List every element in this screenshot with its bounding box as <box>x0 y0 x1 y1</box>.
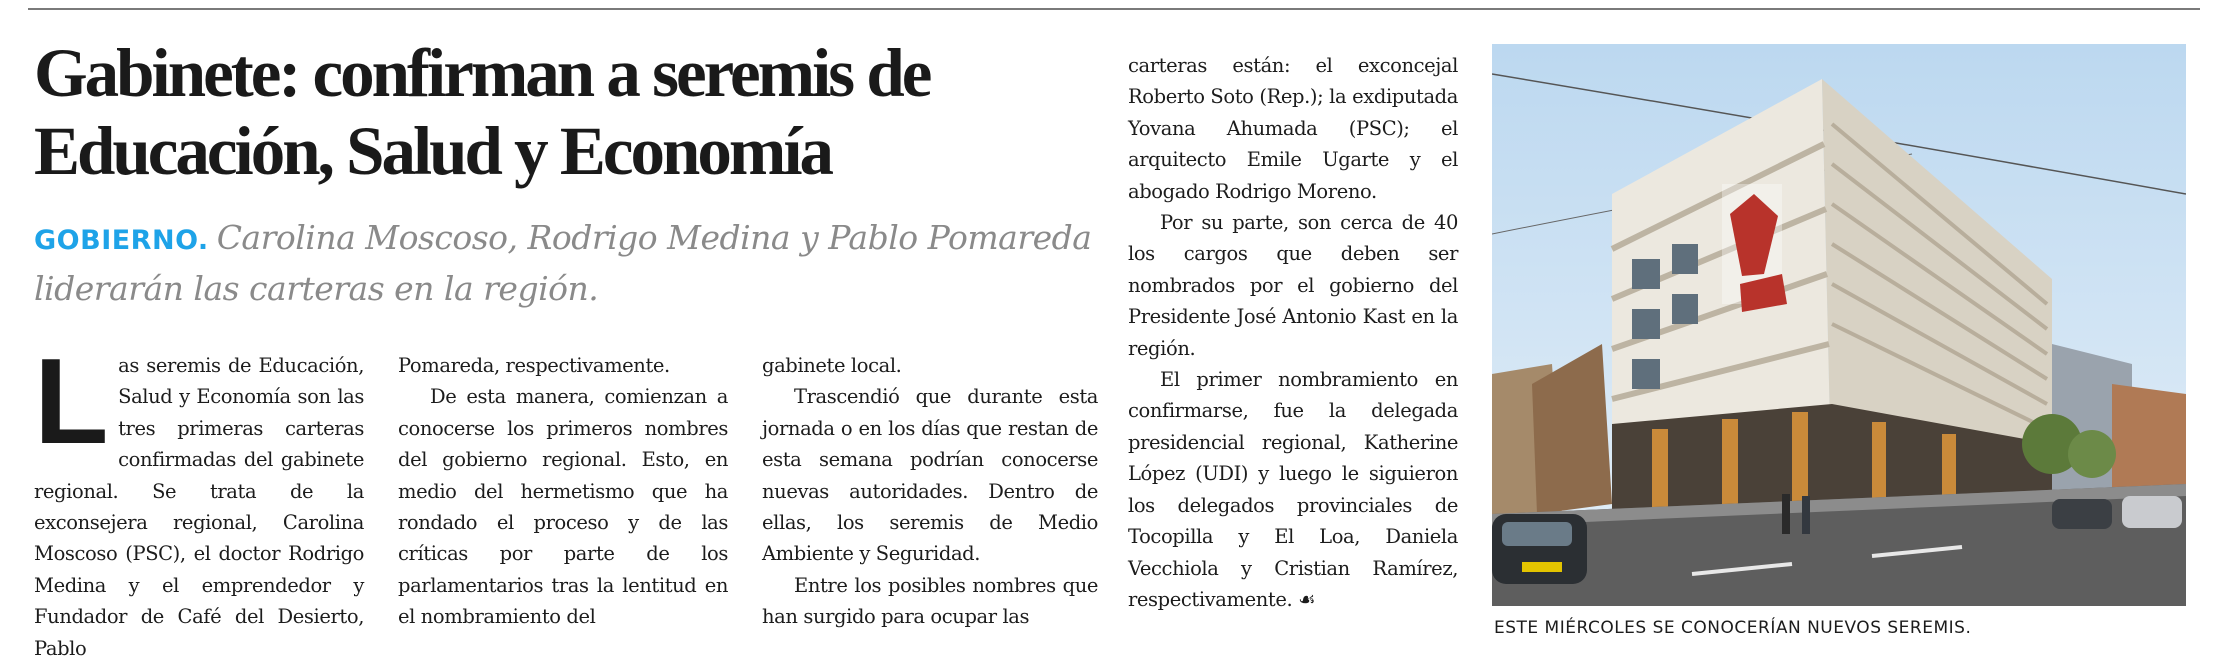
body-column-4 <box>1128 50 1458 615</box>
body-paragraph: Por su parte, son cerca de 40 los cargos que deben ser nombrados por el gobierno del Presidente José Antonio Kast en la región. <box>1128 211 1458 360</box>
top-rule <box>28 8 2200 10</box>
deck-text: Carolina Moscoso, Rodrigo Medina y Pablo Pomareda liderarán las carteras en la región. <box>34 218 1092 308</box>
body-paragraph: El primer nombramiento en confirmarse, fue la delegada presidencial regional, Katherine López (UDI) y luego le siguieron los delegados provinciales de Tocopilla y El Loa, Daniela Vecchiola y Cristian Ramírez, respectivamente. <box>1128 368 1458 611</box>
building-photo <box>1492 44 2186 606</box>
body-paragraph: gabinete local. <box>762 354 902 377</box>
end-mark-icon: ☙ <box>1298 587 1316 611</box>
body-paragraph: as seremis de Educación, Salud y Economía son las tres primeras carteras confirmadas del gabinete regional. Se trata de la exconsejera regional, Carolina Moscoso (PSC), el doctor Rodrigo Medina y el emprendedor y Fundador de Café del Desierto, Pablo <box>34 354 364 660</box>
photo-caption: ESTE MIÉRCOLES SE CONOCERÍAN NUEVOS SEREMIS. <box>1494 618 1972 638</box>
building-illustration <box>1492 44 2186 606</box>
headline <box>34 34 1094 190</box>
body-column-2 <box>398 350 728 633</box>
body-paragraph: De esta manera, comienzan a conocerse los primeros nombres del gobierno regional. Esto, en medio del hermetismo que ha rondado el proceso y de las críticas por parte de los parlamentarios tras la lentitud en el nombramiento del <box>398 385 728 629</box>
deck <box>34 214 1094 313</box>
headline-line-1: Gabinete: confirman a seremis de <box>34 35 930 111</box>
body-paragraph: Entre los posibles nombres que han surgido para ocupar las <box>762 573 1098 629</box>
body-paragraph: carteras están: el exconcejal Roberto Soto (Rep.); la exdiputada Yovana Ahumada (PSC); el arquitecto Emile Ugarte y el abogado Rodrigo Moreno. <box>1128 54 1458 203</box>
body-paragraph: Trascendió que durante esta jornada o en los días que restan de esta semana podrían conocerse nuevas autoridades. Dentro de ellas, los seremis de Medio Ambiente y Seguridad. <box>762 385 1098 566</box>
headline-line-2: Educación, Salud y Economía <box>34 113 832 189</box>
body-column-3 <box>762 350 1098 633</box>
dropcap: L <box>34 333 109 469</box>
kicker: GOBIERNO. <box>34 225 209 256</box>
body-paragraph: Pomareda, respectivamente. <box>398 354 670 377</box>
body-column-1 <box>34 333 364 664</box>
